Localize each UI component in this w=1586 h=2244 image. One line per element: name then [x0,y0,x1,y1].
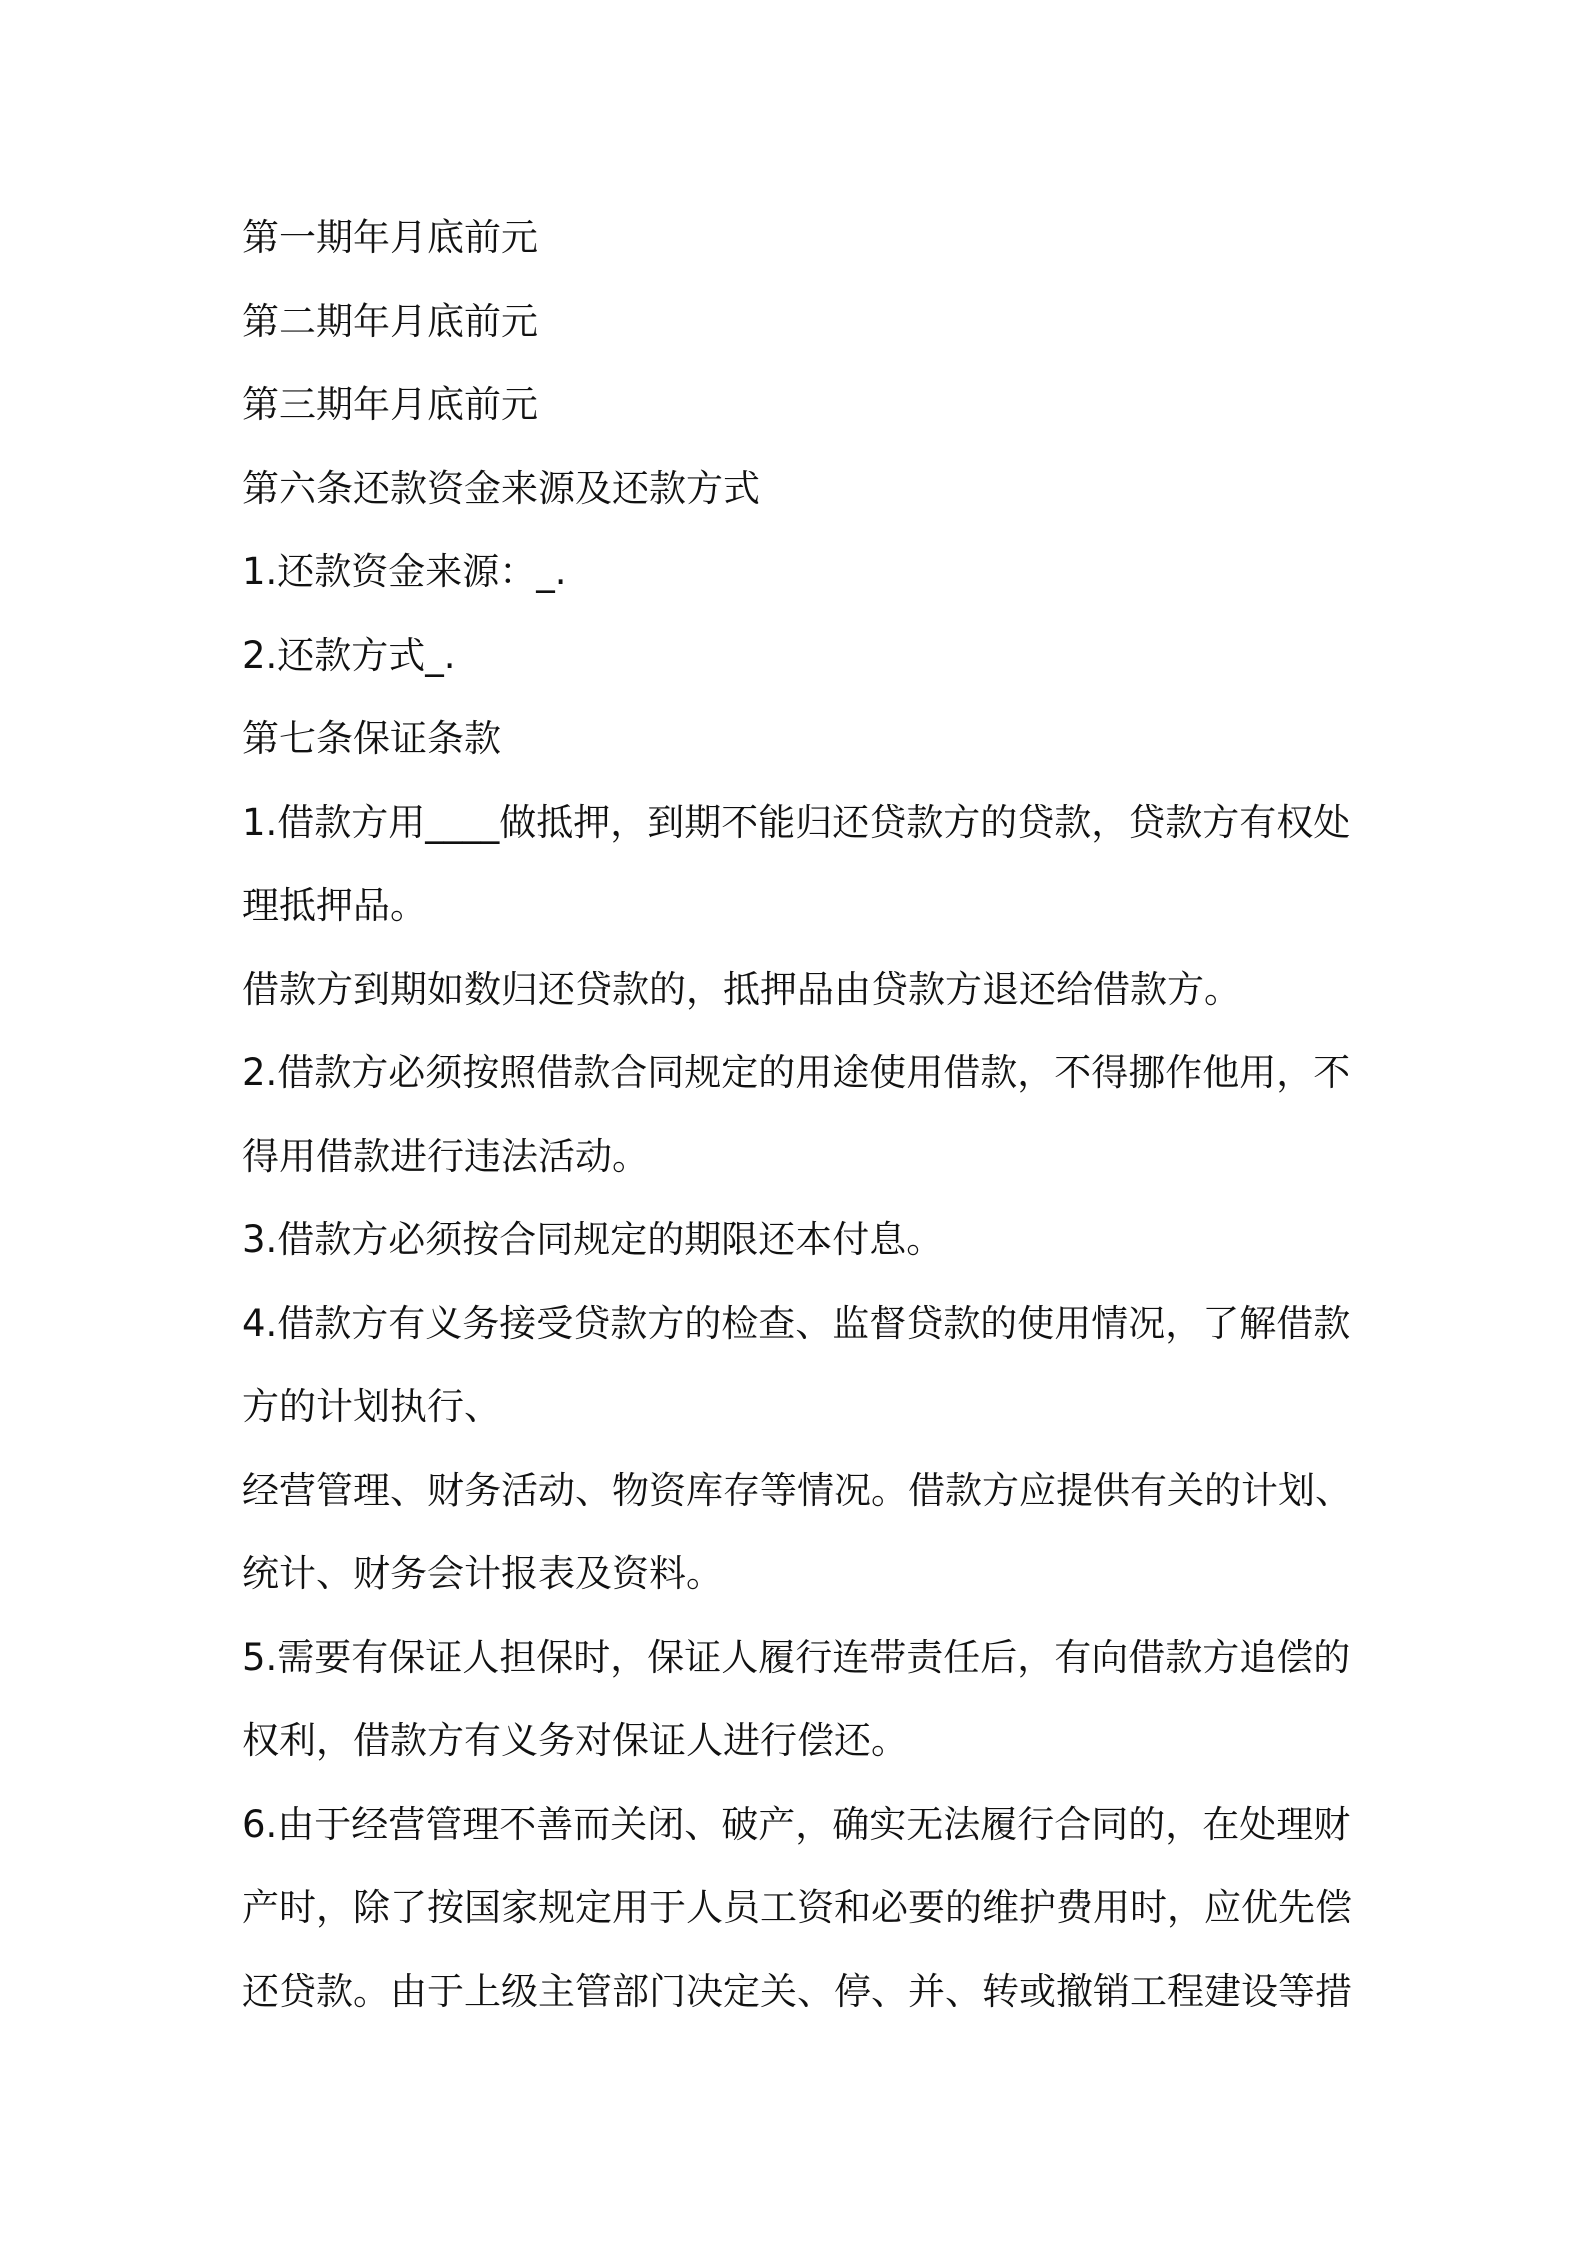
text-line: 5.需要有保证人担保时，保证人履行连带责任后，有向借款方追偿的 [242,1635,1351,1679]
text-line: 1.还款资金来源：_. [242,550,567,593]
text-line: 理抵押品。 [242,884,427,927]
text-line: 权利，借款方有义务对保证人进行偿还。 [242,1719,908,1762]
text-line: 1.借款方用____做抵押，到期不能归还贷款方的贷款，贷款方有权处 [242,800,1351,844]
section-heading: 第七条保证条款 [242,717,501,760]
text-line: 2.还款方式_. [242,633,456,677]
text-line: 还贷款。由于上级主管部门决定关、停、并、转或撤销工程建设等措 [242,1969,1352,2013]
text-line: 6.由于经营管理不善而关闭、破产，确实无法履行合同的，在处理财 [242,1802,1351,1846]
text-line: 2.借款方必须按照借款合同规定的用途使用借款，不得挪作他用，不 [242,1051,1351,1094]
text-line: 得用借款进行违法活动。 [242,1134,649,1178]
text-line: 借款方到期如数归还贷款的，抵押品由贷款方退还给借款方。 [242,967,1241,1011]
text-line: 第一期年月底前元 [242,216,538,259]
text-line: 第二期年月底前元 [242,299,538,343]
section-heading: 第六条还款资金来源及还款方式 [242,466,760,510]
text-line: 产时，除了按国家规定用于人员工资和必要的维护费用时，应优先偿 [242,1886,1352,1929]
text-line: 3.借款方必须按合同规定的期限还本付息。 [242,1218,944,1261]
text-line: 方的计划执行、 [242,1385,501,1428]
text-line: 统计、财务会计报表及资料。 [242,1552,723,1595]
document-body [242,196,1362,2033]
text-line: 4.借款方有义务接受贷款方的检查、监督贷款的使用情况，了解借款 [242,1301,1351,1345]
text-line: 第三期年月底前元 [242,383,538,426]
text-line: 经营管理、财务活动、物资库存等情况。借款方应提供有关的计划、 [242,1468,1352,1512]
